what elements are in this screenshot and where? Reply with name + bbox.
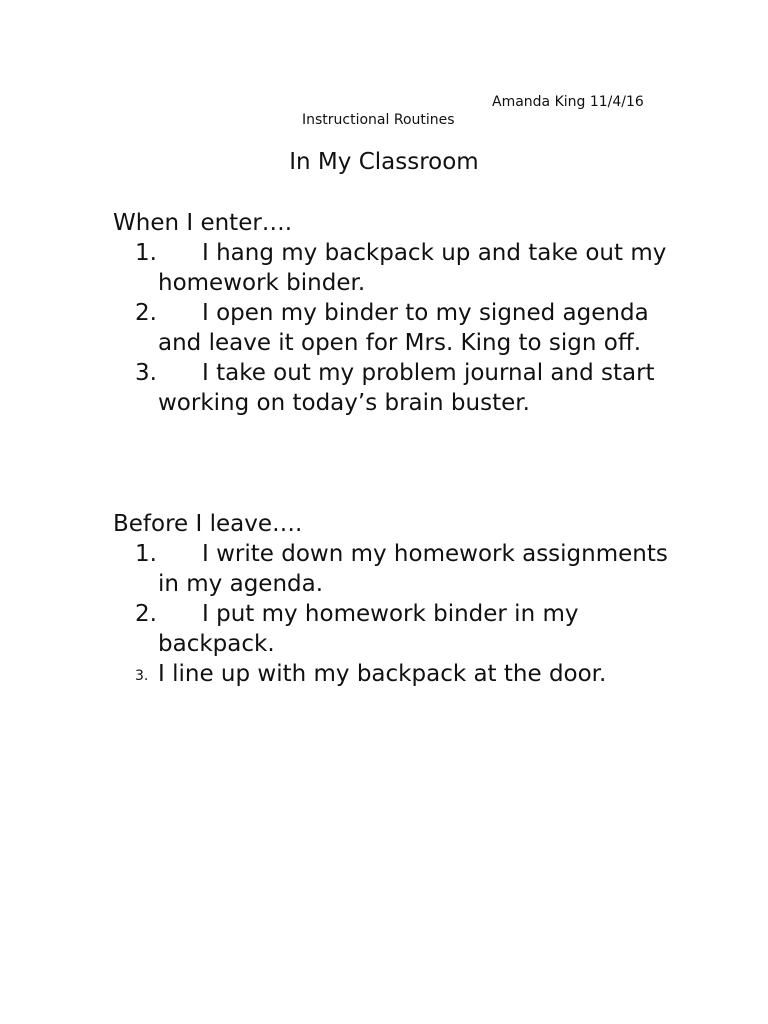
list-item-number: 3. bbox=[135, 360, 157, 386]
list-item-number: 1. bbox=[135, 240, 157, 266]
list-item bbox=[113, 358, 673, 418]
list-item-text: I line up with my backpack at the door. bbox=[158, 661, 607, 687]
list-item bbox=[113, 238, 673, 298]
routine-list bbox=[113, 539, 673, 689]
list-item bbox=[113, 298, 673, 358]
list-item bbox=[113, 659, 673, 689]
list-item-number: 2. bbox=[135, 601, 157, 627]
list-item-number: 2. bbox=[135, 300, 157, 326]
list-item-text: I hang my backpack up and take out my homework binder. bbox=[158, 240, 667, 296]
list-item bbox=[113, 539, 673, 599]
section-when-i-enter bbox=[113, 208, 673, 418]
section-heading: Before I leave…. bbox=[113, 511, 303, 537]
list-item-text: I write down my homework assignments in my agenda. bbox=[158, 541, 668, 597]
list-item-number: 1. bbox=[135, 541, 157, 567]
routine-list bbox=[113, 238, 673, 418]
list-item-text: I open my binder to my signed agenda and leave it open for Mrs. King to sign off. bbox=[158, 300, 649, 356]
list-item bbox=[113, 599, 673, 659]
list-item-number: 3. bbox=[135, 668, 149, 684]
list-item-text: I take out my problem journal and start working on today’s brain buster. bbox=[158, 360, 655, 416]
document-subtitle: Instructional Routines bbox=[302, 112, 455, 128]
author-date: Amanda King 11/4/16 bbox=[492, 94, 644, 110]
list-item-text: I put my homework binder in my backpack. bbox=[158, 601, 579, 657]
section-before-i-leave bbox=[113, 509, 673, 689]
section-heading: When I enter…. bbox=[113, 210, 293, 236]
page-title: In My Classroom bbox=[289, 149, 479, 175]
